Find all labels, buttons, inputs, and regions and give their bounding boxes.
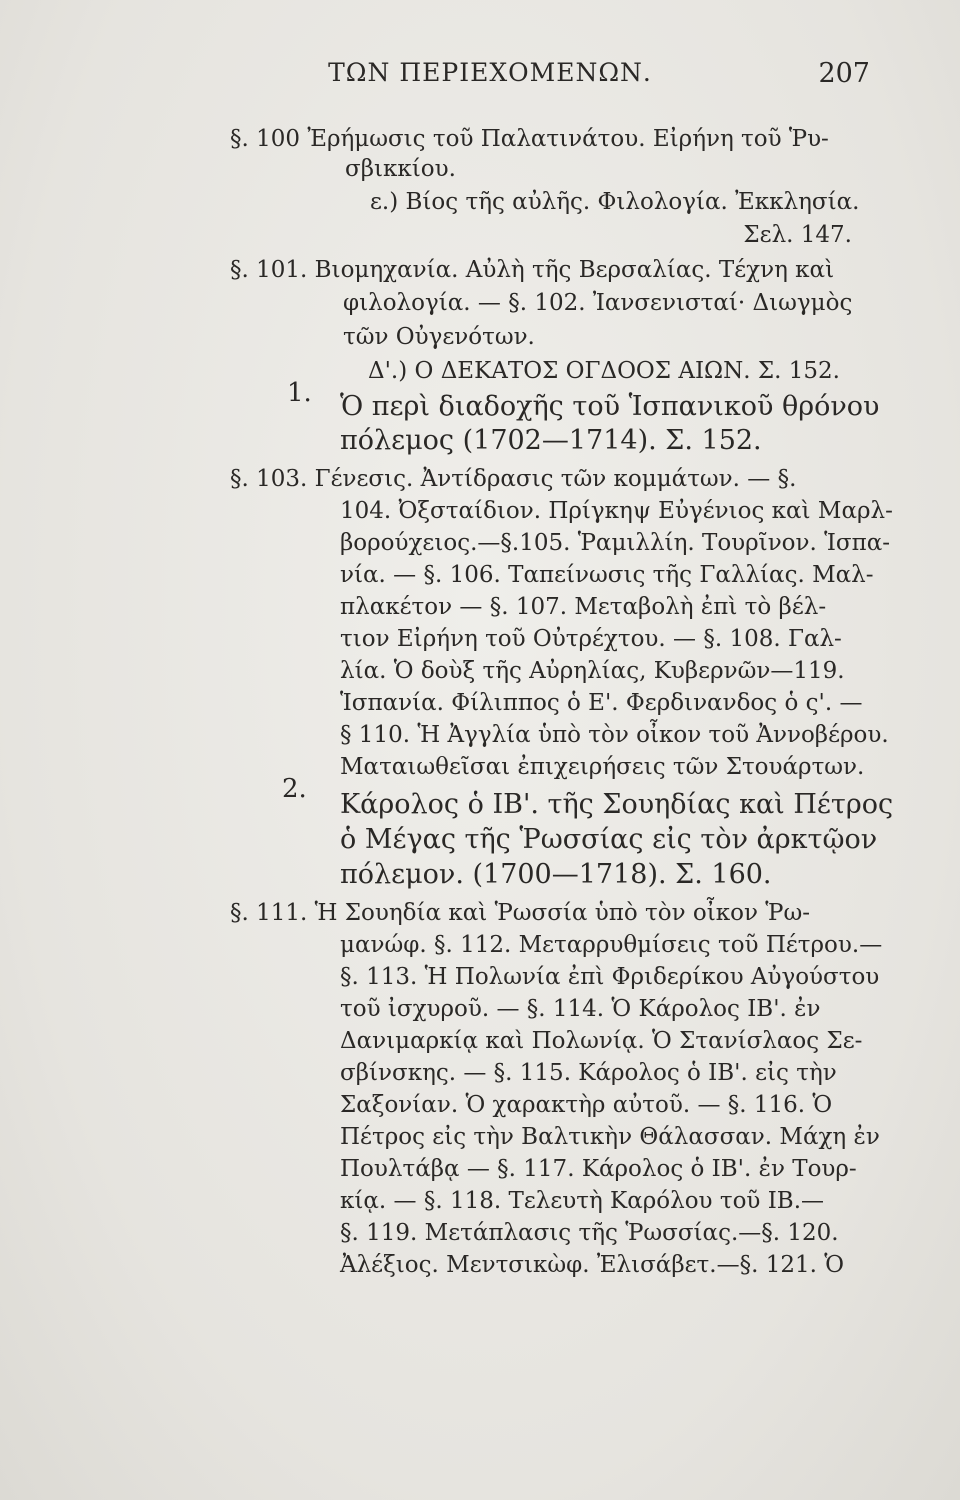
text-line: κίᾳ. — §. 118. Τελευτὴ Καρόλου τοῦ ΙΒ.—	[340, 1188, 825, 1214]
text-line: §. 113. Ἡ Πολωνία ἐπὶ Φριδερίκου Αὐγούστου	[340, 964, 880, 990]
text-line: 104. Ὀξσταίδιον. Πρίγκηψ Εὐγένιος καὶ Μαρλ-	[340, 498, 893, 524]
text-line: §. 119. Μετάπλασις τῆς Ῥωσσίας.—§. 120.	[340, 1220, 839, 1246]
page-header	[0, 58, 960, 98]
text-line: §. 103. Γένεσις. Ἀντίδρασις τῶν κομμάτων. — §.	[230, 466, 797, 492]
text-line: τοῦ ἰσχυροῦ. — §. 114. Ὁ Κάρολος ΙΒ'. ἐν	[340, 996, 821, 1022]
text-line: σβίνσκης. — §. 115. Κάρολος ὁ ΙΒ'. εἰς τὴν	[340, 1060, 837, 1086]
text-line: σβικκίου.	[345, 156, 456, 182]
section-marker: 2.	[282, 774, 307, 804]
text-line: πόλεμον. (1700—1718). Σ. 160.	[340, 859, 772, 890]
page-number: 207	[818, 58, 870, 89]
text-line: Πουλτάβᾳ — §. 117. Κάρολος ὁ ΙΒ'. ἐν Τουρ-	[340, 1156, 857, 1182]
text-line: ε.) Βίος τῆς αὐλῆς. Φιλολογία. Ἐκκλησία.	[370, 189, 860, 215]
text-line: Σαξονίαν. Ὁ χαρακτὴρ αὐτοῦ. — §. 116. Ὁ	[340, 1092, 833, 1118]
text-line: Ἱσπανία. Φίλιππος ὁ Ε'. Φερδινανδος ὁ ς'. —	[340, 690, 863, 716]
text-line: Δ'.) Ο ΔΕΚΑΤΟΣ ΟΓΔΟΟΣ ΑΙΩΝ. Σ. 152.	[368, 358, 840, 384]
text-line: § 110. Ἡ Ἀγγλία ὑπὸ τὸν οἶκον τοῦ Ἀννοβέρου.	[340, 722, 889, 748]
text-line: Δανιμαρκίᾳ καὶ Πολωνίᾳ. Ὁ Στανίσλαος Σε-	[340, 1028, 863, 1054]
text-line: τιον Εἰρήνη τοῦ Οὐτρέχτου. — §. 108. Γαλ-	[340, 626, 842, 652]
text-line: Κάρολος ὁ ΙΒ'. τῆς Σουηδίας καὶ Πέτρος	[340, 789, 894, 820]
text-line: τῶν Οὐγενότων.	[343, 324, 535, 350]
text-line: βορούχειος.—§.105. Ῥαμιλλίη. Τουρῖνον. Ἱσπα-	[340, 530, 891, 556]
running-head: ΤΩΝ ΠΕΡΙΕΧΟΜΕΝΩΝ.	[328, 58, 652, 87]
section-marker: 1.	[287, 378, 312, 408]
text-line: Ἀλέξιος. Μεντσικὼφ. Ἐλισάβετ.—§. 121. Ὁ	[340, 1252, 844, 1278]
text-line: Πέτρος εἰς τὴν Βαλτικὴν Θάλασσαν. Μάχη ἐν	[340, 1124, 880, 1150]
text-line: μανώφ. §. 112. Μεταρρυθμίσεις τοῦ Πέτρου.—	[340, 932, 883, 958]
text-line: §. 100 Ἐρήμωσις τοῦ Παλατινάτου. Εἰρήνη τοῦ Ῥυ-	[230, 126, 829, 152]
text-line: Ὁ περὶ διαδοχῆς τοῦ Ἱσπανικοῦ θρόνου	[340, 391, 880, 422]
text-line: πλακέτον — §. 107. Μεταβολὴ ἐπὶ τὸ βέλ-	[340, 594, 827, 620]
text-line: ὁ Μέγας τῆς Ῥωσσίας εἰς τὸν ἀρκτῷον	[340, 824, 878, 855]
text-line: Σελ. 147.	[743, 222, 852, 248]
text-line: νία. — §. 106. Ταπείνωσις τῆς Γαλλίας. Μαλ-	[340, 562, 874, 588]
text-line: φιλολογία. — §. 102. Ἰανσενισταί· Διωγμὸς	[343, 290, 853, 316]
text-line: λία. Ὁ δοὺξ τῆς Αὐρηλίας, Κυβερνῶν—119.	[340, 658, 845, 684]
text-line: Ματαιωθεῖσαι ἐπιχειρήσεις τῶν Στουάρτων.	[340, 754, 865, 780]
text-line: §. 101. Βιομηχανία. Αὐλὴ τῆς Βερσαλίας. Τέχνη καὶ	[230, 257, 835, 283]
text-line: §. 111. Ἡ Σουηδία καὶ Ῥωσσία ὑπὸ τὸν οἶκον Ῥω-	[230, 900, 810, 926]
text-line: πόλεμος (1702—1714). Σ. 152.	[340, 425, 762, 456]
